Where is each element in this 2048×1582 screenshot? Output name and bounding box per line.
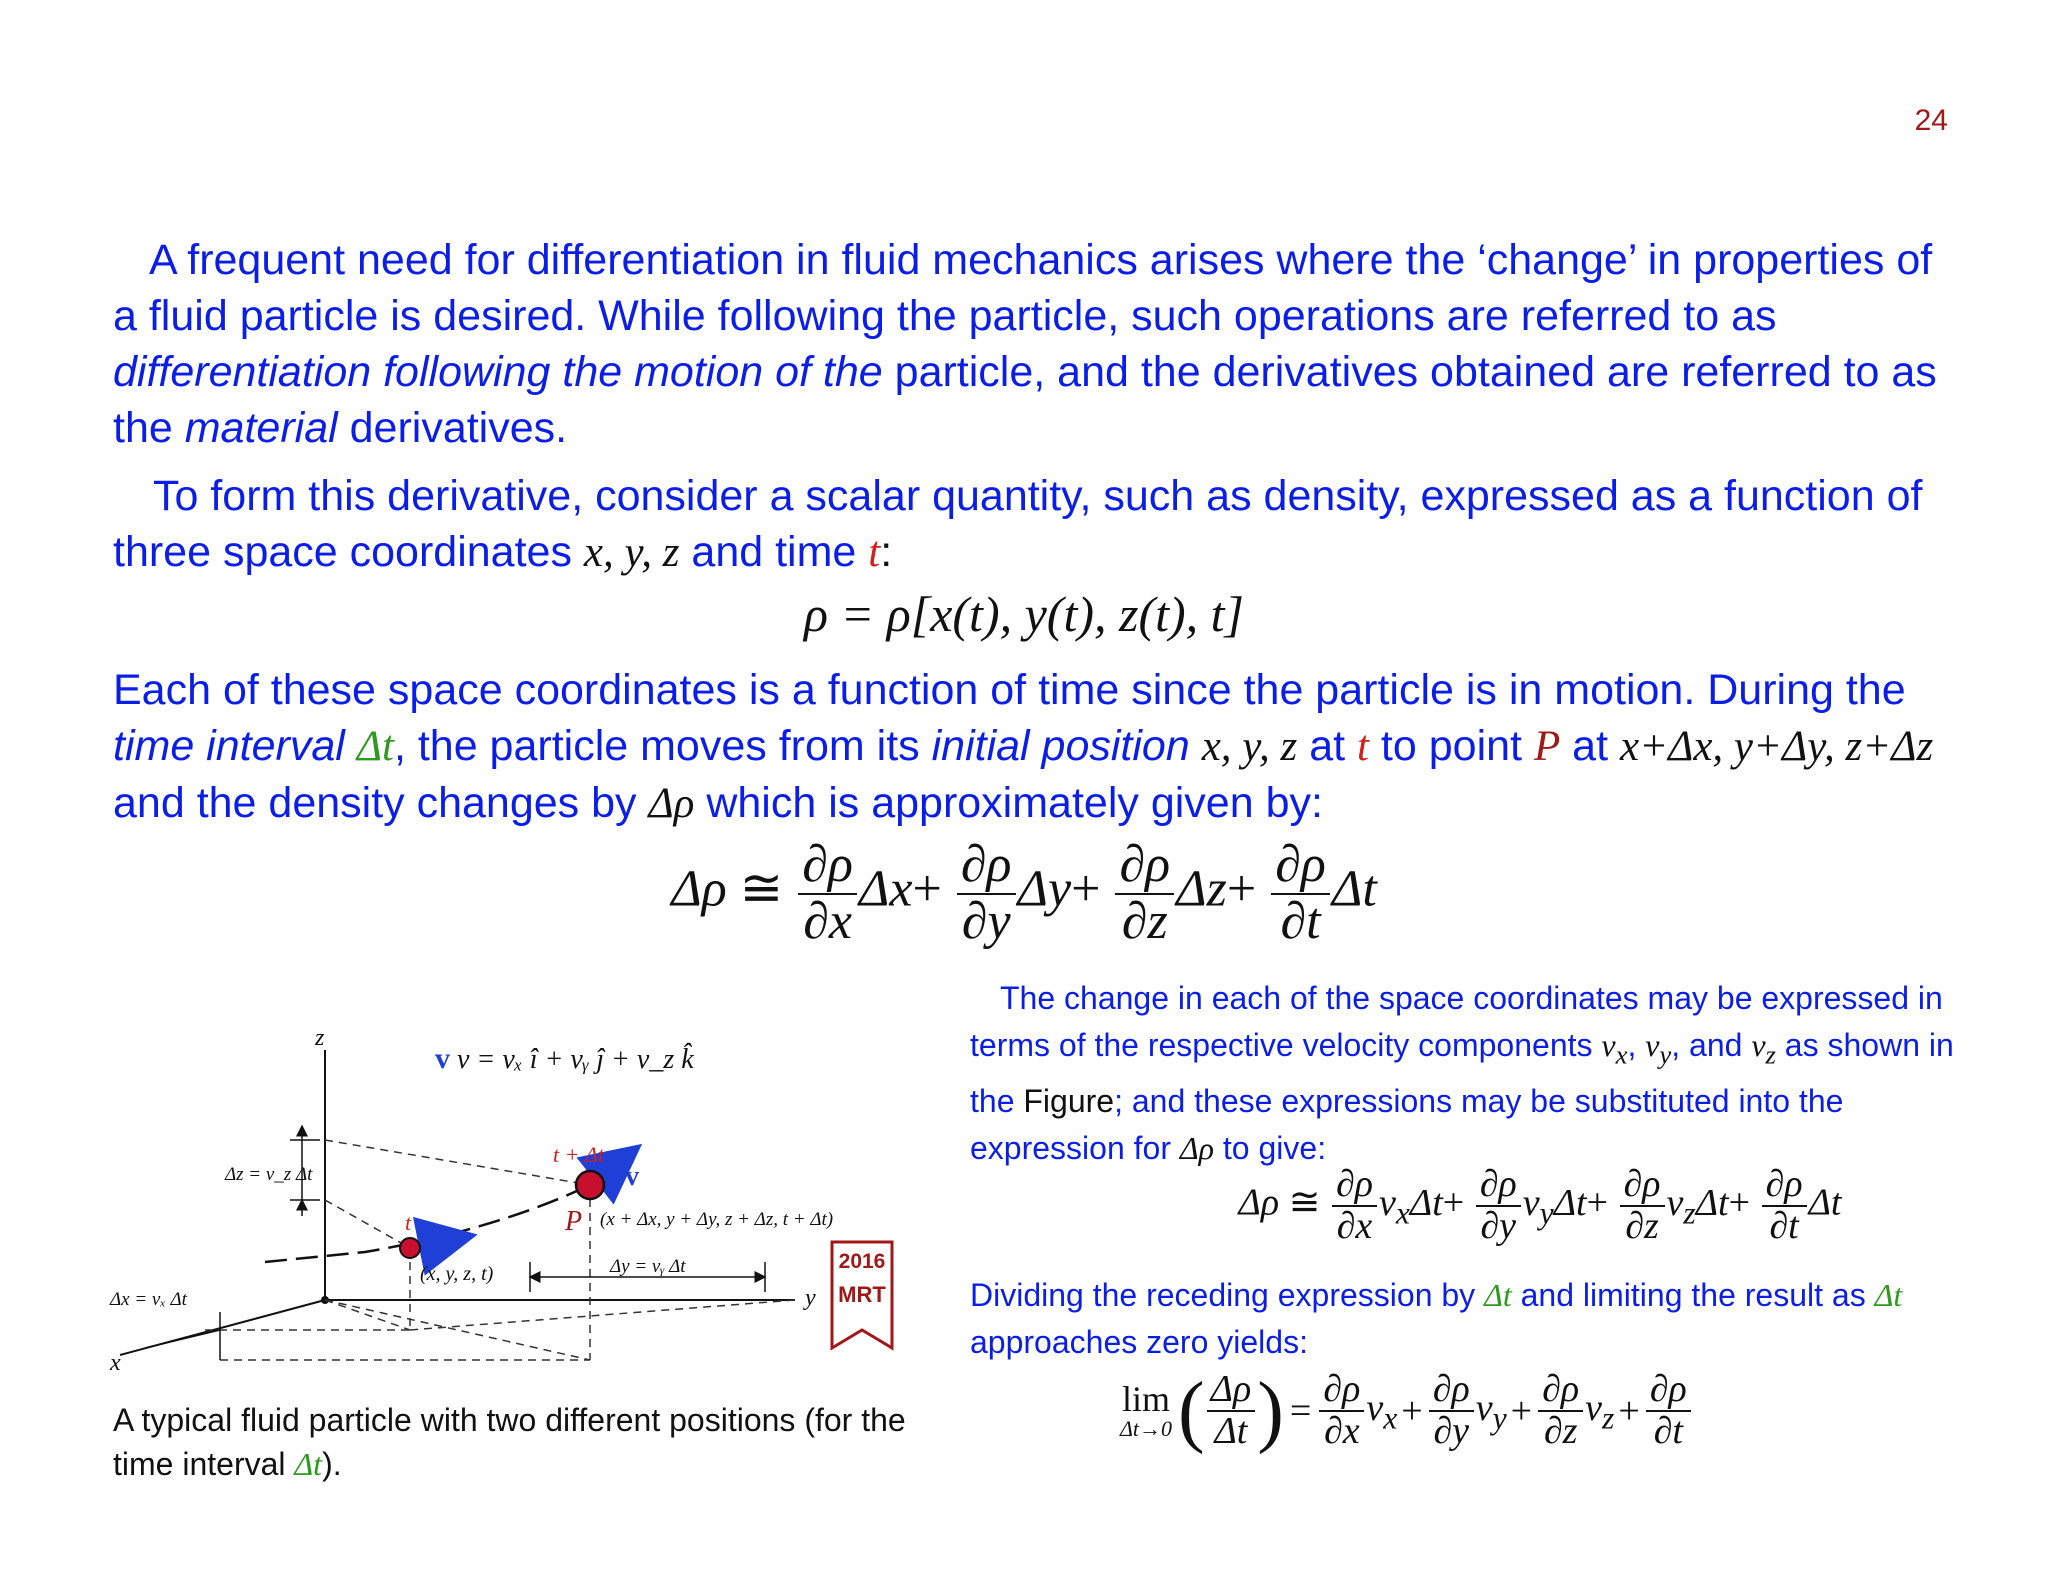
side1-vx: $v_x$: [1601, 1027, 1628, 1070]
axis-z-label: z: [315, 1030, 325, 1051]
paragraph-scalar: [113, 468, 1943, 581]
equation-drho-velocity: Δρ ≅ $\frac{\partial\rho}{\partial x}$ $v_x\Delta t+$ $\frac{\partial\rho}{\partial y}$ $v_y\Delta t+$ $\frac{\partial\rho}{\partial z}$ $v_z\Delta t+$ $\frac{\partial\rho}{\partial t}$ Δt: [1238, 1163, 1842, 1247]
para2-vars: x, y, z: [583, 529, 680, 576]
para3-vars: x, y, z: [1201, 723, 1298, 770]
badge-year: 2016: [838, 1250, 886, 1273]
velocity-eq-v: v: [435, 1042, 450, 1075]
side2-text-c: approaches zero yields:: [970, 1324, 1308, 1360]
side2-dt: Δt: [1484, 1277, 1512, 1313]
badge-text: MRT: [838, 1282, 886, 1307]
particle-initial: [400, 1238, 420, 1258]
fluid-particle-figure: [105, 1030, 935, 1390]
side1-text-b: , and: [1671, 1027, 1752, 1063]
page-number: 24: [1914, 104, 1948, 137]
side1-text-c: as shown in the: [970, 1027, 1954, 1120]
para1-emphasis-material: material: [184, 404, 338, 452]
axis-x-label: x: [110, 1350, 121, 1376]
para3-displaced: x+Δx, y+Δy, z+Δz: [1619, 723, 1934, 770]
caption-dt: Δt: [294, 1446, 323, 1482]
dx-dimension: [145, 1330, 220, 1348]
paragraph-motion: [113, 662, 1943, 832]
para3-dt: Δt: [356, 723, 394, 770]
label-time-final: t + Δt: [553, 1142, 604, 1167]
caption-text-a: A typical fluid particle with two different positions (for the time interval: [113, 1402, 906, 1482]
mrt-badge: [832, 1242, 892, 1348]
para3-text-a: Each of these space coordinates is a function of time since the particle is in motion. During the: [113, 666, 1906, 714]
label-shifted-coords: (x + Δx, y + Δy, z + Δz, t + Δt): [600, 1209, 834, 1230]
para2-text-b: and time: [679, 528, 869, 576]
para1-emphasis: differentiation following the motion of the: [113, 348, 883, 396]
side-paragraph-velocity: The change in each of the space coordinates may be expressed in terms of the respective velocity components $v_x$, $v_y$, and $v_z$ as shown in the Figure; and these expressions may be substituted into the expression for Δρ to give:: [970, 980, 1954, 1167]
side2-dt2: Δt: [1874, 1277, 1903, 1313]
para3-text-f: and the density changes by: [113, 779, 649, 827]
figure-caption: [113, 1398, 933, 1486]
para3-point-p: P: [1533, 723, 1561, 770]
label-point-p: P: [565, 1206, 583, 1237]
equation-density: [0, 585, 2048, 643]
side-paragraph-limit: [970, 1272, 1980, 1366]
equation-density-text: ρ = ρ[x(t), y(t), z(t), t]: [804, 586, 1244, 642]
para3-time: t: [1357, 723, 1369, 770]
para3-drho: Δρ: [648, 780, 695, 827]
equation-drho-approx: Δρ ≅ $\frac{\partial\rho}{\partial x}$ Δx+ $\frac{\partial\rho}{\partial y}$ Δy+ $\frac{\partial\rho}{\partial z}$ Δz+ $\frac{\partial\rho}{\partial t}$ Δt: [671, 836, 1377, 950]
side1-figure-word: Figure: [1023, 1083, 1115, 1120]
side1-text-a: The change in each of the space coordinates may be expressed in terms of the respective velocity components: [970, 980, 1943, 1063]
label-initial-coords: (x, y, z, t): [420, 1263, 494, 1285]
paragraph-intro: [113, 232, 1943, 456]
para1-text-b: particle, and the derivatives obtained are referred to as the: [113, 348, 1937, 452]
particle-final: [576, 1171, 604, 1199]
label-time-initial: t: [405, 1210, 412, 1235]
side2-text-b: and limiting the result as: [1520, 1277, 1875, 1313]
label-velocity: v: [625, 1161, 639, 1192]
para3-text-d: to point: [1368, 722, 1534, 770]
label-dy: Δy = vᵧ Δt: [610, 1256, 686, 1277]
velocity-equation: v = vₓ î + vᵧ ĵ + v_z k̂: [457, 1044, 694, 1075]
para3-text-g: which is approximately given by:: [694, 779, 1323, 827]
para1-text-a: A frequent need for differentiation in fluid mechanics arises where the ‘change’ in properties of a fluid particle is desired. While following the particle, such operations are referred to as: [113, 236, 1933, 340]
para1-text-c: derivatives.: [337, 404, 568, 452]
side1-text-d: ; and these expressions may be substituted into the expression for: [970, 1083, 1844, 1167]
equation-limit: lim Δt→0 ( $\frac{\Delta\rho}{\Delta t}$ ) = $\frac{\partial\rho}{\partial x}$ $v_x$ + $\frac{\partial\rho}{\partial y}$ $v_y$ + $\frac{\partial\rho}{\partial z}$ $v_z$ + $\frac{\partial\rho}{\partial t}$: [1120, 1370, 1820, 1452]
side2-text-a: Dividing the receding expression by: [970, 1277, 1485, 1313]
para2-text-c: :: [880, 528, 893, 576]
para3-text-c: at: [1297, 722, 1358, 770]
label-dx: Δx = vₓ Δt: [110, 1289, 187, 1310]
para2-text-a: To form this derivative, consider a scalar quantity, such as density, expressed as a function of three space coordinates: [113, 472, 1923, 576]
side1-vy: $v_y$: [1645, 1027, 1672, 1070]
para2-time: t: [868, 529, 881, 576]
para3-text-e: at: [1560, 722, 1620, 770]
side1-drho: Δρ: [1179, 1130, 1215, 1167]
side1-vz: $v_z$: [1751, 1027, 1776, 1070]
label-dz: Δz = v_z Δt: [225, 1164, 313, 1185]
side1-text-e: to give:: [1214, 1130, 1327, 1167]
para3-time-interval: time interval: [113, 722, 345, 770]
para3-text-b: , the particle moves from its: [393, 722, 932, 770]
para3-initial-position: initial position: [931, 722, 1190, 770]
particle-path: [265, 1185, 590, 1262]
axis-y-label: y: [805, 1285, 816, 1311]
caption-text-b: ).: [322, 1446, 342, 1482]
